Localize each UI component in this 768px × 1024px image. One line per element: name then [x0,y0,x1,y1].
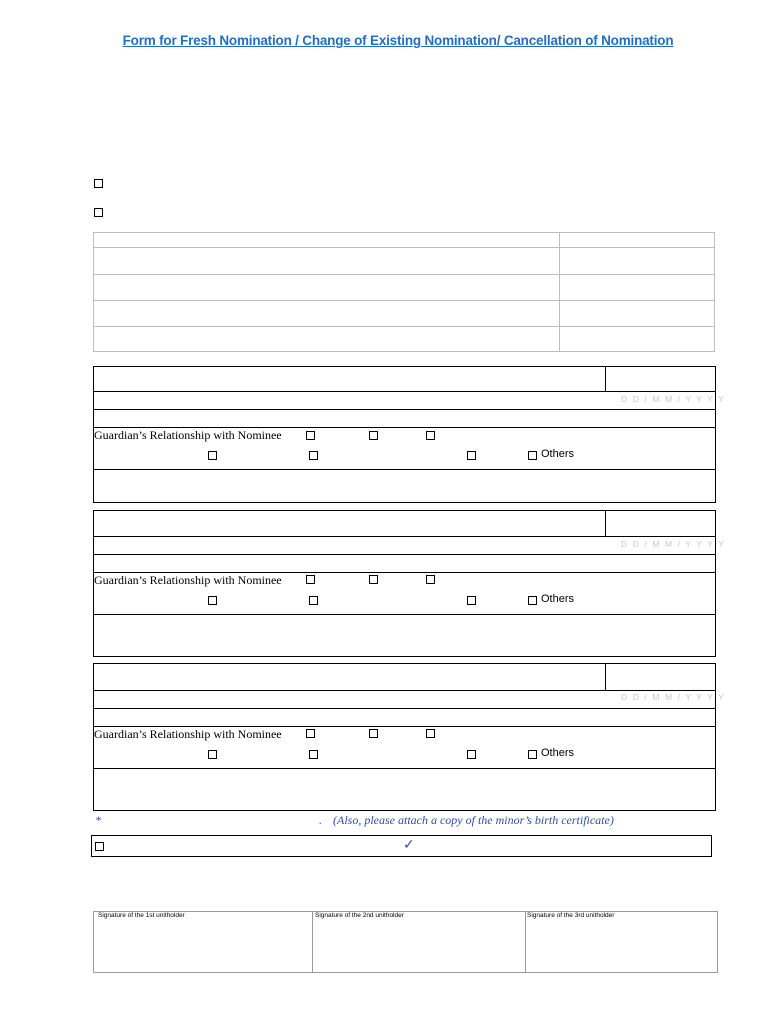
row-line [93,536,716,537]
signature-2nd-field[interactable] [313,922,524,972]
option-checkbox-2[interactable] [94,208,103,217]
row-line [93,409,716,410]
details-row-line [93,247,715,248]
note-dot: . [319,813,322,827]
date-of-birth-placeholder[interactable]: D D / M M / Y Y Y Y [621,539,726,549]
row-line [93,690,716,691]
relationship-checkbox-5[interactable] [309,596,318,605]
checkmark-icon: ✓ [403,837,415,853]
details-table-border [93,232,715,352]
relationship-checkbox-2[interactable] [369,575,378,584]
form-title: Form for Fresh Nomination / Change of Existing Nomination/ Cancellation of Nomination [122,33,674,48]
relationship-checkbox-3[interactable] [426,431,435,440]
relationship-checkbox-3[interactable] [426,729,435,738]
row-line [93,708,716,709]
guardian-address-field[interactable] [94,470,715,502]
minor-birth-certificate-note: (Also, please attach a copy of the minor’s birth certificate) [333,813,614,827]
guardian-address-field[interactable] [94,769,715,810]
details-table-divider [559,232,560,352]
relationship-checkbox-others[interactable] [528,750,537,759]
details-row-line [93,300,715,301]
guardian-relationship-label: Guardian’s Relationship with Nominee [94,573,282,587]
confirmation-checkbox[interactable] [95,842,104,851]
date-of-birth-placeholder[interactable]: D D / M M / Y Y Y Y [621,394,726,404]
nominee-name-field[interactable] [93,663,605,690]
relationship-checkbox-1[interactable] [306,431,315,440]
others-label: Others [541,448,575,460]
relationship-checkbox-5[interactable] [309,451,318,460]
relationship-checkbox-1[interactable] [306,575,315,584]
relationship-checkbox-others[interactable] [528,596,537,605]
signature-2nd-label: Signature of the 2nd unitholder [315,912,404,919]
relationship-checkbox-6[interactable] [467,596,476,605]
others-label: Others [541,747,575,759]
date-of-birth-placeholder[interactable]: D D / M M / Y Y Y Y [621,692,726,702]
confirmation-box [91,835,712,857]
nominee-share-field[interactable] [606,510,715,536]
relationship-checkbox-4[interactable] [208,596,217,605]
relationship-checkbox-others[interactable] [528,451,537,460]
guardian-address-field[interactable] [94,615,715,656]
details-row-line [93,326,715,327]
relationship-checkbox-6[interactable] [467,750,476,759]
relationship-checkbox-3[interactable] [426,575,435,584]
guardian-relationship-label: Guardian’s Relationship with Nominee [94,727,282,741]
relationship-checkbox-4[interactable] [208,750,217,759]
signature-1st-field[interactable] [94,922,311,972]
signature-3rd-field[interactable] [526,922,717,972]
relationship-checkbox-1[interactable] [306,729,315,738]
signature-1st-label: Signature of the 1st unitholder [98,912,185,919]
nominee-share-field[interactable] [606,366,715,391]
guardian-relationship-label: Guardian’s Relationship with Nominee [94,428,282,442]
signature-3rd-label: Signature of the 3rd unitholder [527,912,615,919]
relationship-checkbox-5[interactable] [309,750,318,759]
nominee-name-field[interactable] [93,510,605,536]
relationship-checkbox-4[interactable] [208,451,217,460]
relationship-checkbox-2[interactable] [369,431,378,440]
nominee-share-field[interactable] [606,663,715,690]
others-label: Others [541,593,575,605]
row-line [93,391,716,392]
row-line [93,554,716,555]
relationship-checkbox-6[interactable] [467,451,476,460]
details-row-line [93,274,715,275]
note-asterisk: * [95,813,101,827]
nominee-name-field[interactable] [93,366,605,391]
option-checkbox-1[interactable] [94,179,103,188]
relationship-checkbox-2[interactable] [369,729,378,738]
